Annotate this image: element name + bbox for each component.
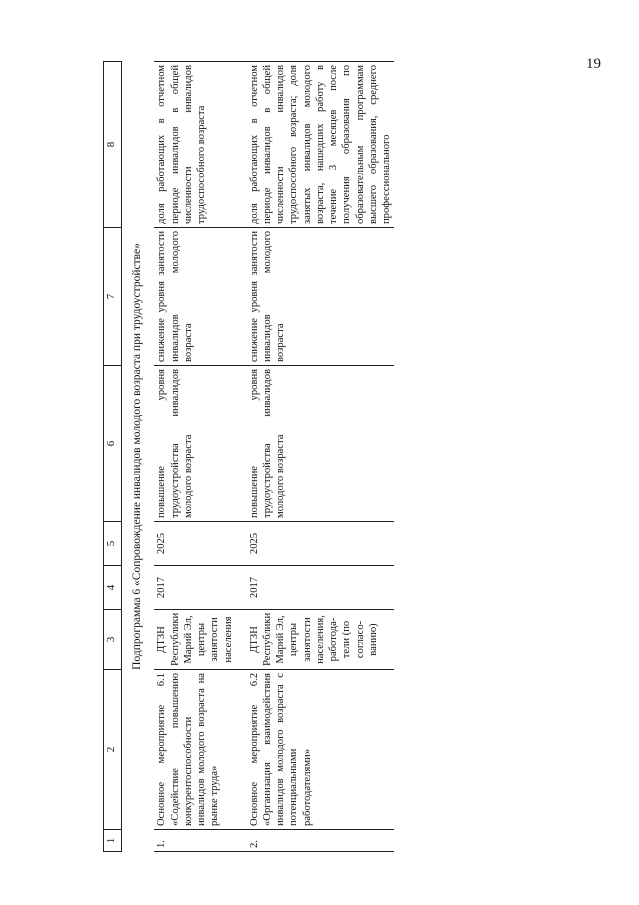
end-year-cell: 2025 <box>154 522 246 566</box>
indicator-cell: доля работающих в отчетном периоде инвалидов в общей численности инвалидов трудоспособного возраста; доля занятых инвалидов молодого возраста, нашедших работу в течение 3 месяцев после получения образования по образовательным программам высшего образования, среднего профессионального <box>247 62 395 228</box>
header-col-2: 2 <box>104 670 122 830</box>
executor-cell: ДТЗН Республики Марий Эл, центры занятости населения, работода-тели (по согласо-ванию) <box>247 610 395 670</box>
row-number: 2. <box>247 830 395 852</box>
executor-cell: ДТЗН Республики Марий Эл, центры занятости населения <box>154 610 246 670</box>
activity-cell: Основное мероприятие 6.2 «Организация взаимодействия инвалидов молодого возраста с потенциальными работодателями» <box>247 670 395 830</box>
end-year-cell: 2025 <box>247 522 395 566</box>
subprogram-row <box>122 62 155 852</box>
result-cell: повышение уровня трудоустройства инвалидов молодого возраста <box>247 366 395 522</box>
header-col-5: 5 <box>104 522 122 566</box>
activities-table <box>103 61 394 852</box>
table-row <box>247 62 395 852</box>
header-col-3: 3 <box>104 610 122 670</box>
table-row <box>154 62 246 852</box>
consequence-cell: снижение уровня занятости инвалидов молодого возраста <box>154 228 246 366</box>
activity-cell: Основное мероприятие 6.1 «Содействие повышению конкурентоспособности инвалидов молодого возраста на рынке труда» <box>154 670 246 830</box>
subprogram-title: Подпрограмма 6 «Сопровождение инвалидов молодого возраста при трудоустройстве» <box>131 243 143 670</box>
page-number: 19 <box>586 56 601 72</box>
header-col-7: 7 <box>104 228 122 366</box>
rotated-table-container <box>103 52 603 852</box>
header-col-8: 8 <box>104 62 122 228</box>
header-col-1: 1 <box>104 830 122 852</box>
header-col-4: 4 <box>104 566 122 610</box>
row-number: 1. <box>154 830 246 852</box>
indicator-cell: доля работающих в отчетном периоде инвалидов в общей численности инвалидов трудоспособного возраста <box>154 62 246 228</box>
header-col-6: 6 <box>104 366 122 522</box>
start-year-cell: 2017 <box>247 566 395 610</box>
consequence-cell: снижение уровня занятости инвалидов молодого возраста <box>247 228 395 366</box>
start-year-cell: 2017 <box>154 566 246 610</box>
result-cell: повышение уровня трудоустройства инвалидов молодого возраста <box>154 366 246 522</box>
header-row <box>104 62 122 852</box>
